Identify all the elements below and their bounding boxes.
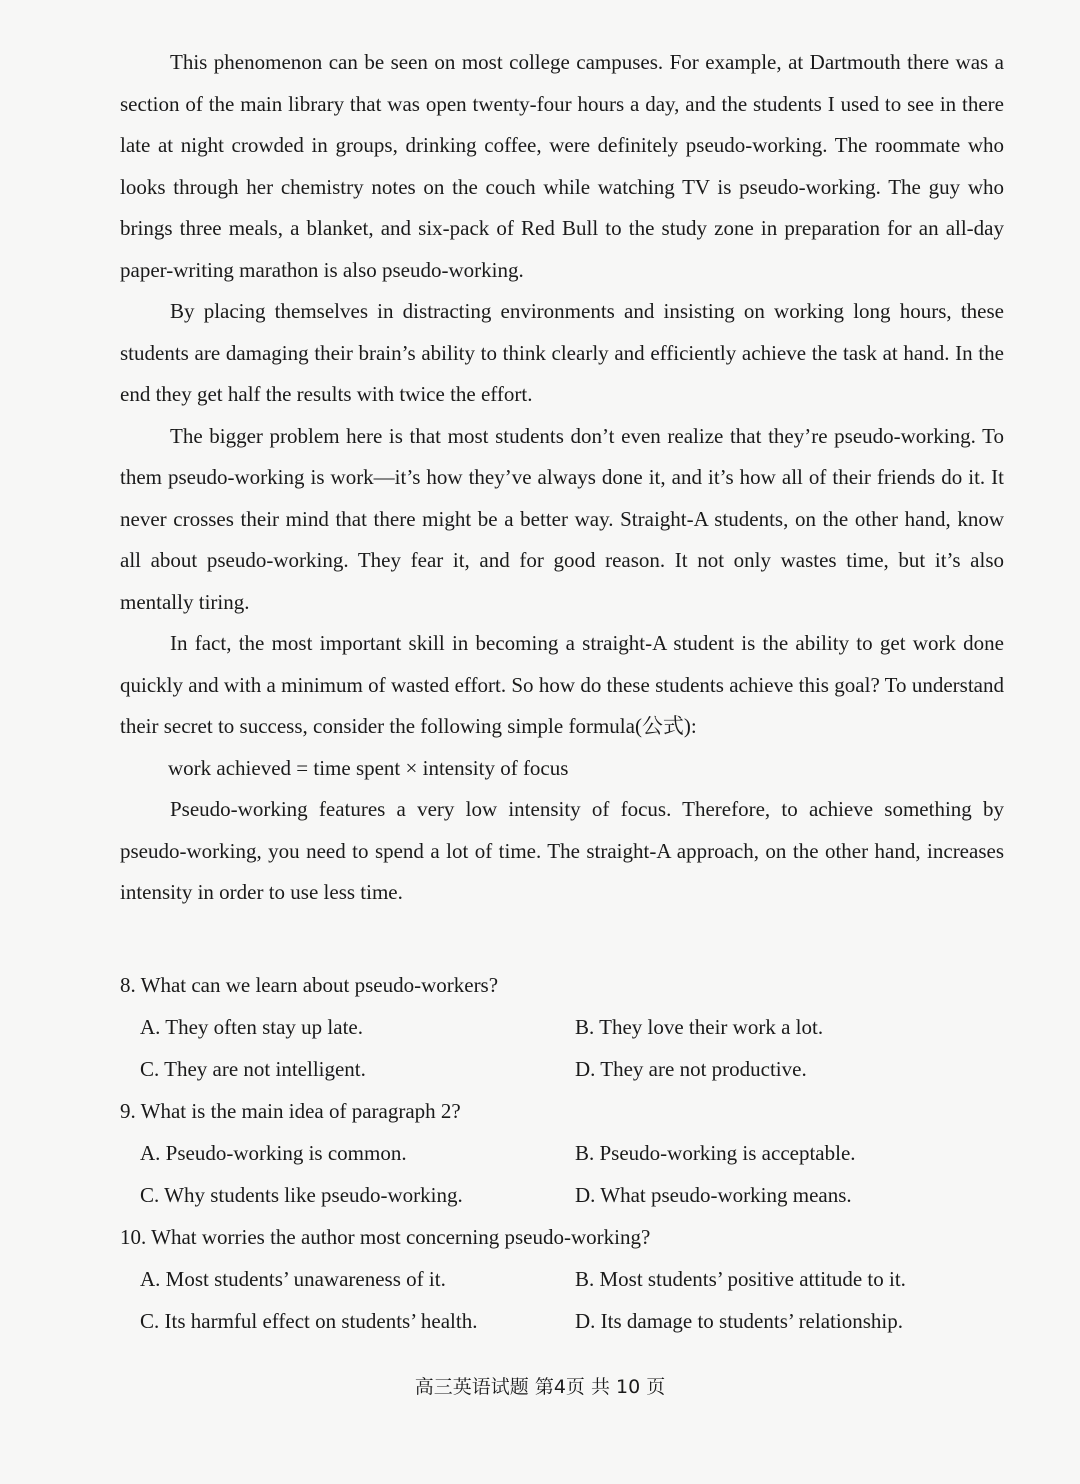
option-d[interactable]: D. They are not productive. xyxy=(575,1056,807,1081)
page-footer: 高三英语试题 第4页 共 10 页 xyxy=(414,1376,666,1398)
option-d[interactable]: D. Its damage to students’ relationship. xyxy=(575,1308,903,1333)
option-b[interactable]: B. Most students’ positive attitude to it. xyxy=(575,1266,906,1291)
option-grid xyxy=(120,1258,1004,1342)
question-stem: 9. What is the main idea of paragraph 2? xyxy=(120,1098,461,1123)
passage-paragraph-2: By placing themselves in distracting environments and insisting on working long hours, these students are damaging their brain’s ability to think clearly and efficiently achieve the task at hand. In the end they get half the results with twice the effort. xyxy=(120,299,1004,406)
question-8 xyxy=(120,964,1004,1090)
option-grid xyxy=(120,1132,1004,1216)
question-10 xyxy=(120,1216,1004,1342)
option-c[interactable]: C. Its harmful effect on students’ health. xyxy=(140,1308,478,1333)
question-list xyxy=(120,964,1004,1342)
formula-line: work achieved = time spent × intensity of focus xyxy=(168,755,569,780)
option-d[interactable]: D. What pseudo-working means. xyxy=(575,1182,852,1207)
option-grid xyxy=(120,1006,1004,1090)
reading-passage xyxy=(120,42,1004,914)
question-stem: 10. What worries the author most concerning pseudo-working? xyxy=(120,1224,651,1249)
option-c[interactable]: C. They are not intelligent. xyxy=(140,1056,366,1081)
option-a[interactable]: A. They often stay up late. xyxy=(140,1014,363,1039)
option-a[interactable]: A. Pseudo-working is common. xyxy=(140,1140,407,1165)
question-9 xyxy=(120,1090,1004,1216)
option-c[interactable]: C. Why students like pseudo-working. xyxy=(140,1182,463,1207)
option-b[interactable]: B. They love their work a lot. xyxy=(575,1014,824,1039)
option-b[interactable]: B. Pseudo-working is acceptable. xyxy=(575,1140,856,1165)
passage-paragraph-closing: Pseudo-working features a very low intensity of focus. Therefore, to achieve something by pseudo-working, you need to spend a lot of time. The straight-A approach, on the other hand, increases intensity in order to use less time. xyxy=(120,797,1004,904)
option-a[interactable]: A. Most students’ unawareness of it. xyxy=(140,1266,446,1291)
passage-paragraph-3: The bigger problem here is that most students don’t even realize that they’re pseudo-working. To them pseudo-working is work—it’s how they’ve always done it, and it’s how all of their friends do it. It never crosses their mind that there might be a better way. Straight-A students, on the other hand, know all about pseudo-working. They fear it, and for good reason. It not only wastes time, but it’s also mentally tiring. xyxy=(120,423,1004,614)
passage-paragraph-1: This phenomenon can be seen on most college campuses. For example, at Dartmouth there was a section of the main library that was open twenty-four hours a day, and the students I used to see in there late at night crowded in groups, drinking coffee, were definitely pseudo-working. The roommate who looks through her chemistry notes on the couch while watching TV is pseudo-working. The guy who brings three meals, a blanket, and six-pack of Red Bull to the study zone in preparation for an all-day paper-writing marathon is also pseudo-working. xyxy=(120,50,1004,282)
passage-paragraph-4: In fact, the most important skill in becoming a straight-A student is the ability to get work done quickly and with a minimum of wasted effort. So how do these students achieve this goal? To understand their secret to success, consider the following simple formula(公式): xyxy=(120,631,1004,738)
question-stem: 8. What can we learn about pseudo-workers? xyxy=(120,972,499,997)
